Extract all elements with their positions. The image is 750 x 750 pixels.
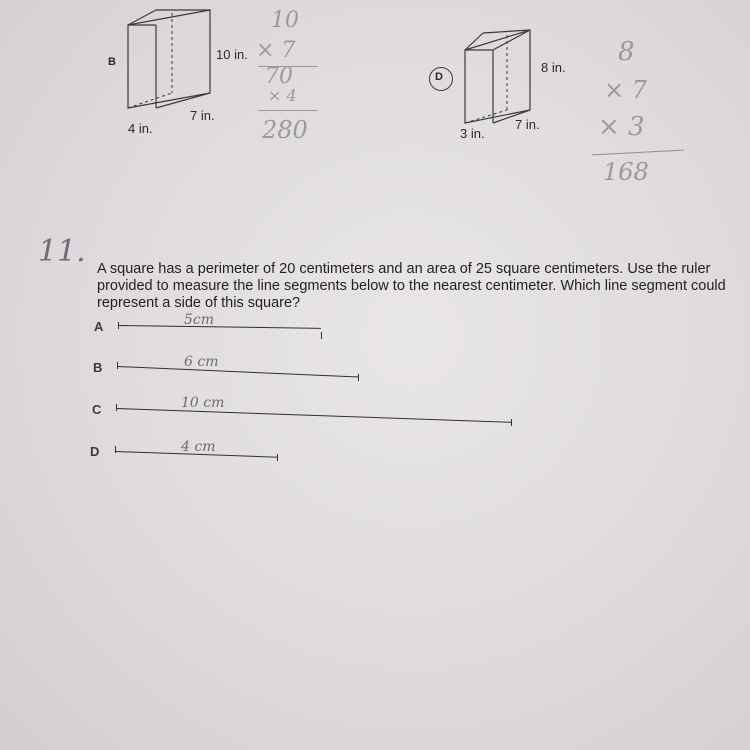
question-number: 11. <box>38 234 86 269</box>
segment-b-end-tick <box>358 374 359 381</box>
prism-d-width-label: 3 in. <box>460 126 485 141</box>
prism-b-work-3: 70 <box>265 64 293 89</box>
prism-d-height-label: 8 in. <box>541 60 566 75</box>
prism-d-work-rule <box>592 150 684 156</box>
prism-b-letter: B <box>108 56 116 68</box>
segment-b-letter: B <box>93 360 103 375</box>
question-text: A square has a perimeter of 20 centimeters and an area of 25 square centimeters. Use the ruler provided to measure the line segments below to the nearest centimeter. Which line segment could represent a side of this square? <box>97 261 726 311</box>
prism-b-figure <box>110 5 220 125</box>
prism-b-work-5: 280 <box>262 116 308 144</box>
prism-d-work-2: × 7 <box>604 76 648 104</box>
prism-b-work-1: 10 <box>271 8 299 33</box>
prism-d-work-1: 8 <box>618 37 635 67</box>
prism-d-depth-label: 7 in. <box>515 117 540 132</box>
segment-a-note: 5cm <box>184 312 215 328</box>
segment-a-end-tick <box>321 332 322 339</box>
prism-d-work-4: 168 <box>603 158 649 186</box>
segment-c-letter: C <box>92 402 102 417</box>
segment-c-note: 10 cm <box>181 395 225 411</box>
prism-b-height-label: 10 in. <box>216 47 248 62</box>
prism-b-work-rule-2 <box>258 110 318 111</box>
prism-d-figure <box>455 25 545 130</box>
prism-b-width-label: 4 in. <box>128 121 153 136</box>
prism-d-letter: D <box>435 71 443 83</box>
segment-b-line <box>117 366 359 378</box>
segment-d-note: 4 cm <box>181 439 216 455</box>
segment-b-note: 6 cm <box>184 354 219 370</box>
prism-b-work-4: × 4 <box>268 86 297 105</box>
segment-c-end-tick <box>511 419 512 426</box>
segment-c-line <box>116 408 512 423</box>
prism-b-work-2: × 7 <box>256 38 296 63</box>
segment-d-letter: D <box>90 444 100 459</box>
prism-d-work-3: × 3 <box>598 112 645 142</box>
segment-a-line-body <box>118 325 321 329</box>
prism-b-depth-label: 7 in. <box>190 108 215 123</box>
segment-a-letter: A <box>94 319 104 334</box>
segment-d-end-tick <box>277 454 278 461</box>
